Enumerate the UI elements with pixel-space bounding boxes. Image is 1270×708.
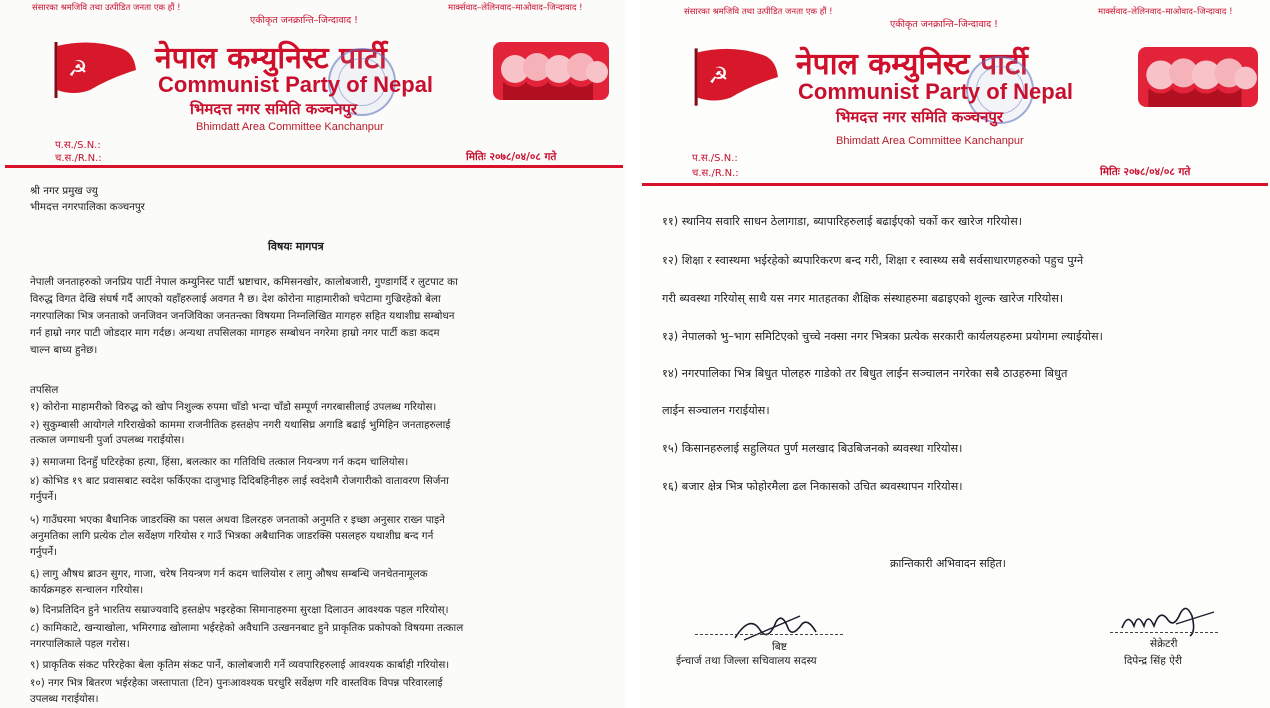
letter-page-one xyxy=(0,0,625,708)
slogan-right: मार्क्सवाद–लेलिनवाद–माओवाद–जिन्दावाद ! xyxy=(1098,7,1233,17)
tapsil-heading: तपसिल xyxy=(30,384,59,396)
demand-item: गर्नुपर्ने। xyxy=(30,546,57,558)
party-flag-icon xyxy=(690,46,780,106)
svg-text:☭: ☭ xyxy=(708,63,729,90)
slogan-left: संसारका श्रमजिवि तथा उत्पीडित जनता एक हौं ! xyxy=(32,3,181,13)
party-flag-icon xyxy=(50,40,138,98)
intro-line: गर्न हाम्रो नगर पाटी जोडदार माग गर्दछ। अन्यथा तपसिलका मागहरु सम्बोधन नगरेमा हाम्रो नगर पार्टी कडा कदम xyxy=(30,327,440,339)
reference-number-label: च.स./R.N.: xyxy=(692,168,739,179)
demand-item: १३) नेपालको भु–भाग समिटिएको चुच्चे नक्सा नगर भित्रका प्रत्येक सरकारी कार्यलयहरुमा प्रयोगमा ल्याईयोस। xyxy=(662,330,1103,343)
demand-item: १५) किसानहरुलाई सहुलियत पुर्ण मलखाद बिउबिजनको ब्यवस्था गरियोस। xyxy=(662,442,963,455)
demand-item: गर्नुपर्ने। xyxy=(30,491,57,503)
signatory-right-name: दिपेन्द्र सिंह ऐरी xyxy=(1124,655,1182,667)
committee-name-np: भिमदत्त नगर समिति कञ्चनपुर xyxy=(836,108,1004,126)
party-name-np: नेपाल कम्युनिस्ट पार्टी xyxy=(155,41,387,76)
demand-item: १२) शिक्षा र स्वास्थमा भईरहेको ब्यपारिकरण बन्द गरी, शिक्षा र स्वास्थ्य सबै सर्वसाधारणहरुको पहुच पुग्ने xyxy=(662,254,1084,267)
leaders-portrait-icon xyxy=(493,42,609,100)
demand-item: अनुमतिका लागि प्रत्येक टोल सर्वेक्षण गरियोस र गाउँ भित्रका अबैधानिक जाडरक्सि पसलहरु यथाशीघ्र बन्द गर्न xyxy=(30,530,434,542)
committee-name-en: Bhimdatt Area Committee Kanchanpur xyxy=(196,121,384,133)
recipient-line-1: श्री नगर प्रमुख ज्यु xyxy=(30,185,98,197)
demand-item: उपलब्ध गराईयोस। xyxy=(30,693,99,705)
serial-number-label: प.स./S.N.: xyxy=(692,153,738,164)
slogan-center: एकीकृत जनक्रान्ति–जिन्दावाद ! xyxy=(250,15,358,26)
intro-line: विरुद्ध विगत देखि संघर्ष गर्दै आएको यहाँहरुलाई अवगत नै छ। देश कोरोना माहामारीको चपेटामा गुज्रिरहेको बेला xyxy=(30,293,441,305)
demand-item: १४) नगरपालिका भित्र बिधुत पोलहरु गाडेको तर बिधुत लाईन सञ्चालन नगरेका सबै ठाउहरुमा बिधुत xyxy=(662,367,1068,380)
letter-page-two xyxy=(640,0,1270,708)
slogan-left: संसारका श्रमजिवि तथा उत्पीडित जनता एक हौं ! xyxy=(684,7,833,17)
signature-line-left xyxy=(695,634,843,635)
intro-line: चाल्न बाध्य हुनेछ। xyxy=(30,344,98,356)
signatory-left-name: बिष्ट xyxy=(772,641,787,653)
slogan-right: मार्क्सवाद–लेलिनवाद–माओवाद–जिन्दावाद ! xyxy=(448,3,583,13)
demand-item: १६) बजार क्षेत्र भित्र फोहोरमैला ढल निकासको उचित ब्यवस्थापन गरियोस। xyxy=(662,480,963,493)
demand-item: कार्यक्रमहरु सन्चालन गरियोस। xyxy=(30,584,144,596)
recipient-line-2: भीमदत्त नगरपालिका कञ्चनपुर xyxy=(30,201,145,213)
signatory-left-title: ईन्चार्ज तथा जिल्ला सचिवालय सदस्य xyxy=(676,655,817,667)
demand-item: ३) समाजमा दिनहुँ घटिरहेका हत्या, हिंसा, बलत्कार का गतिविधि तत्काल नियन्त्रण गर्न कदम चालियोस। xyxy=(30,456,409,468)
demand-item: तत्काल जग्गाधनी पुर्जा उपलब्ध गराईयोस। xyxy=(30,434,185,446)
demand-item: नगरपालिकाले पहल गरोस। xyxy=(30,638,130,650)
demand-item: गरी ब्यवस्था गरियोस् साथै यस नगर मातहतका शैक्षिक संस्थाहरुमा बढाइएको शुल्क खारेज गरियोस। xyxy=(662,292,1064,305)
demand-item: ८) कामिकाटे, खन्याखोला, भमिरगाढ खोलामा भईरहेको अवैधानि उत्खननबाट हुने प्राकृतिक प्रकोपको विषयमा तत्काल xyxy=(30,622,464,634)
demand-item: ६) लागु औषध ब्राउन सुगर, गाजा, चरेष नियन्त्रण गर्न कदम चालियोस र लागु औषध सम्बन्धि जनचेतनामूलक xyxy=(30,568,428,580)
letter-date: मितिः २०७८/०४/०८ गते xyxy=(466,151,557,163)
demand-item: २) सुकुम्बासी आयोगले गरिराखेको काममा राजनीतिक हस्तक्षेप नगरी यथासिघ्र अगाडि बढाई भुमिहिन जनताहरुलाई xyxy=(30,419,451,431)
page-gap xyxy=(625,0,640,708)
demand-item: ११) स्थानिय सवारि साधन ठेलागाडा, ब्यापारिहरुलाई बढाईएको चर्को कर खारेज गरियोस। xyxy=(662,215,1023,228)
signature-line-right xyxy=(1110,632,1218,633)
serial-number-label: प.स./S.N.: xyxy=(55,140,101,151)
party-name-np: नेपाल कम्युनिस्ट पार्टी xyxy=(796,47,1028,82)
closing-salutation: क्रान्तिकारी अभिवादन सहित। xyxy=(890,557,1006,570)
demand-item: १) कोरोना माहामरीको विरुद्ध को खोप निशुल्क रुपमा चाँडो भन्दा चाँडो सम्पूर्ण नगरबासीलाई उपलब्ध गरियोस। xyxy=(30,401,437,413)
intro-line: नगरपालिका भित्र जनताको जनजिवन जनजिविका जनतन्त्का विषयमा निम्नलिखित मागहरु सहित यथाशीघ्र सम्बोधन xyxy=(30,310,455,322)
demand-item: लाईन सञ्चालन गराईयोस। xyxy=(662,404,770,417)
letter-subject: विषयः मागपत्र xyxy=(268,240,324,253)
signatory-right-title: सेक्रेटरी xyxy=(1150,638,1178,650)
demand-item: ५) गाउँघरमा भएका बैधानिक जाडरक्सि का पसल अथवा डिलरहरु जनताको अनुमति र इच्छा अनुसार राख्न पाइने xyxy=(30,514,445,526)
committee-name-en: Bhimdatt Area Committee Kanchanpur xyxy=(836,135,1024,147)
slogan-center: एकीकृत जनक्रान्ति–जिन्दावाद ! xyxy=(890,19,998,30)
demand-item: १०) नगर भित्र बितरण भईरहेका जस्तापाता (टिन) पुनःआवश्यक घरधुरि सर्वेक्षण गरि वास्तविक विपन्न परिवारलाई xyxy=(30,677,443,689)
header-rule xyxy=(5,165,623,168)
reference-number-label: च.स./R.N.: xyxy=(55,153,102,164)
committee-name-np: भिमदत्त नगर समिति कञ्चनपुर xyxy=(190,100,358,118)
demand-item: ९) प्राकृतिक संकट परिरहेका बेला कृतिम संकट पार्ने, कालोबजारी गर्ने व्यवपारिहरुलाई आवश्यक कार्बाही गरियोस। xyxy=(30,659,450,671)
header-rule xyxy=(642,183,1268,186)
intro-line: नेपाली जनताहरुको जनप्रिय पार्टी नेपाल कम्युनिस्ट पार्टी भ्रष्टाचार, कमिसनखोर, कालोबजारी, गुण्डागर्दि र लुटपाट का xyxy=(30,276,458,288)
leaders-portrait-icon xyxy=(1138,47,1258,107)
party-name-en: Communist Party of Nepal xyxy=(158,72,434,97)
letter-date: मितिः २०७८/०४/०८ गते xyxy=(1100,166,1191,178)
demand-item: ४) कोभिड १९ बाट प्रवासबाट स्वदेश फर्किएका दाजुभाइ दिदिबहिनीहरु लाई स्वदेशमै रोजगारीको वातावरण सिर्जना xyxy=(30,475,449,487)
demand-item: ७) दिनप्रतिदिन हुने भारतिय सम्राज्यवादि हस्तक्षेप भइरहेका सिमानाहरुमा सुरक्षा दिलाउन आवश्यक पहल गरियोस्। xyxy=(30,604,449,616)
party-name-en: Communist Party of Nepal xyxy=(798,79,1074,104)
svg-text:☭: ☭ xyxy=(68,57,88,82)
